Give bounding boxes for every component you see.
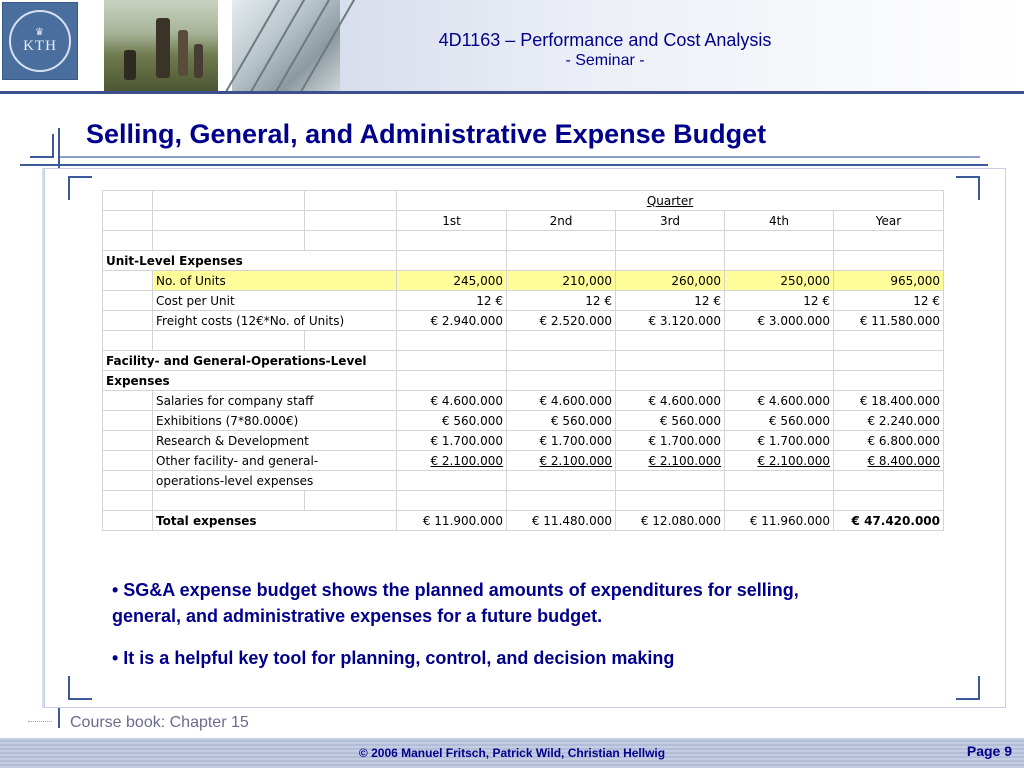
table-cell: € 3.000.000 <box>725 311 834 331</box>
table-cell: 12 € <box>397 291 507 311</box>
table-row <box>103 471 944 491</box>
table-cell: 12 € <box>725 291 834 311</box>
table-cell: € 4.600.000 <box>616 391 725 411</box>
table-row <box>103 311 944 331</box>
total-cell: € 11.900.000 <box>397 511 507 531</box>
column-header: 1st <box>397 211 507 231</box>
table-header-row <box>103 211 944 231</box>
table-row <box>103 331 944 351</box>
slide-title: Selling, General, and Administrative Expense Budget <box>86 119 767 149</box>
table-cell: 260,000 <box>616 271 725 291</box>
table-cell: € 18.400.000 <box>834 391 944 411</box>
section-header-row <box>103 371 944 391</box>
source-reference: Course book: Chapter 15 <box>70 714 249 731</box>
row-label: Exhibitions (7*80.000€) <box>153 411 397 431</box>
column-header: 2nd <box>507 211 616 231</box>
row-label: Salaries for company staff <box>153 391 397 411</box>
table-row <box>103 491 944 511</box>
header-rule <box>0 91 1024 94</box>
table-row <box>103 271 944 291</box>
quarter-group-header: Quarter <box>397 191 944 211</box>
row-label: Research & Development <box>153 431 397 451</box>
sga-budget-table <box>102 190 944 531</box>
row-label: Other facility- and general- <box>153 451 397 471</box>
table-cell: € 2.100.000 <box>397 451 507 471</box>
kth-seal-icon: ♛ KTH <box>9 10 71 72</box>
table-cell: € 2.100.000 <box>725 451 834 471</box>
table-cell: € 560.000 <box>397 411 507 431</box>
title-corner-bracket <box>30 134 54 158</box>
column-header: 3rd <box>616 211 725 231</box>
table-cell: € 6.800.000 <box>834 431 944 451</box>
table-cell: € 1.700.000 <box>397 431 507 451</box>
column-header: Year <box>834 211 944 231</box>
course-title: 4D1163 – Performance and Cost Analysis <box>438 30 772 50</box>
panel-corner-top-left <box>68 176 92 200</box>
kth-logo <box>2 2 78 80</box>
table-cell: 210,000 <box>507 271 616 291</box>
frame-horizontal-line <box>20 164 988 166</box>
page-number: Page 9 <box>966 743 1012 759</box>
table-row <box>103 391 944 411</box>
table-cell: € 560.000 <box>507 411 616 431</box>
total-label: Total expenses <box>153 511 397 531</box>
table-cell: € 4.600.000 <box>397 391 507 411</box>
facility-section-label-continued: Expenses <box>103 371 397 391</box>
building-photo <box>232 0 340 92</box>
table-cell: 250,000 <box>725 271 834 291</box>
table-cell: 245,000 <box>397 271 507 291</box>
source-divider <box>28 721 52 722</box>
row-label: Cost per Unit <box>153 291 397 311</box>
table-row <box>103 291 944 311</box>
facility-section-label: Facility- and General-Operations-Level <box>103 351 397 371</box>
panel-corner-bottom-right <box>956 676 980 700</box>
table-cell: 12 € <box>834 291 944 311</box>
table-cell: € 1.700.000 <box>507 431 616 451</box>
table-cell: € 3.120.000 <box>616 311 725 331</box>
bullet-sga-definition: • SG&A expense budget shows the planned amounts of expenditures for selling, general, and administrative expenses for a future budget. <box>112 580 799 626</box>
course-subtitle: - Seminar - <box>565 52 645 69</box>
table-cell: € 2.100.000 <box>507 451 616 471</box>
table-cell: € 2.520.000 <box>507 311 616 331</box>
table-row <box>103 191 944 211</box>
copyright-text: © 2006 Manuel Fritsch, Patrick Wild, Christian Hellwig <box>358 746 666 760</box>
total-cell: € 11.960.000 <box>725 511 834 531</box>
table-cell: € 1.700.000 <box>616 431 725 451</box>
unit-level-section-label: Unit-Level Expenses <box>103 251 397 271</box>
row-label: No. of Units <box>153 271 397 291</box>
table-cell: € 2.240.000 <box>834 411 944 431</box>
table-row <box>103 431 944 451</box>
row-label-continued: operations-level expenses <box>153 471 397 491</box>
table-row <box>103 231 944 251</box>
section-header-row <box>103 351 944 371</box>
table-cell: 12 € <box>507 291 616 311</box>
total-row <box>103 511 944 531</box>
table-row <box>103 451 944 471</box>
table-cell: € 11.580.000 <box>834 311 944 331</box>
table-cell: € 560.000 <box>616 411 725 431</box>
table-cell: 12 € <box>616 291 725 311</box>
panel-corner-top-right <box>956 176 980 200</box>
grand-total-cell: € 47.420.000 <box>834 511 944 531</box>
table-cell: € 560.000 <box>725 411 834 431</box>
title-rule <box>60 156 980 158</box>
table-cell: € 2.940.000 <box>397 311 507 331</box>
logo-text: KTH <box>23 37 57 54</box>
table-cell: 965,000 <box>834 271 944 291</box>
campus-photo <box>104 0 218 92</box>
table-cell: € 2.100.000 <box>616 451 725 471</box>
bullet-key-tool: • It is a helpful key tool for planning, control, and decision making <box>112 648 675 668</box>
table-cell: € 4.600.000 <box>725 391 834 411</box>
row-label: Freight costs (12€*No. of Units) <box>153 311 397 331</box>
section-header-row <box>103 251 944 271</box>
table-row <box>103 411 944 431</box>
table-cell: € 8.400.000 <box>834 451 944 471</box>
total-cell: € 12.080.000 <box>616 511 725 531</box>
panel-corner-bottom-left <box>68 676 92 700</box>
table-cell: € 1.700.000 <box>725 431 834 451</box>
slide-header <box>0 0 1024 92</box>
total-cell: € 11.480.000 <box>507 511 616 531</box>
table-cell: € 4.600.000 <box>507 391 616 411</box>
column-header: 4th <box>725 211 834 231</box>
